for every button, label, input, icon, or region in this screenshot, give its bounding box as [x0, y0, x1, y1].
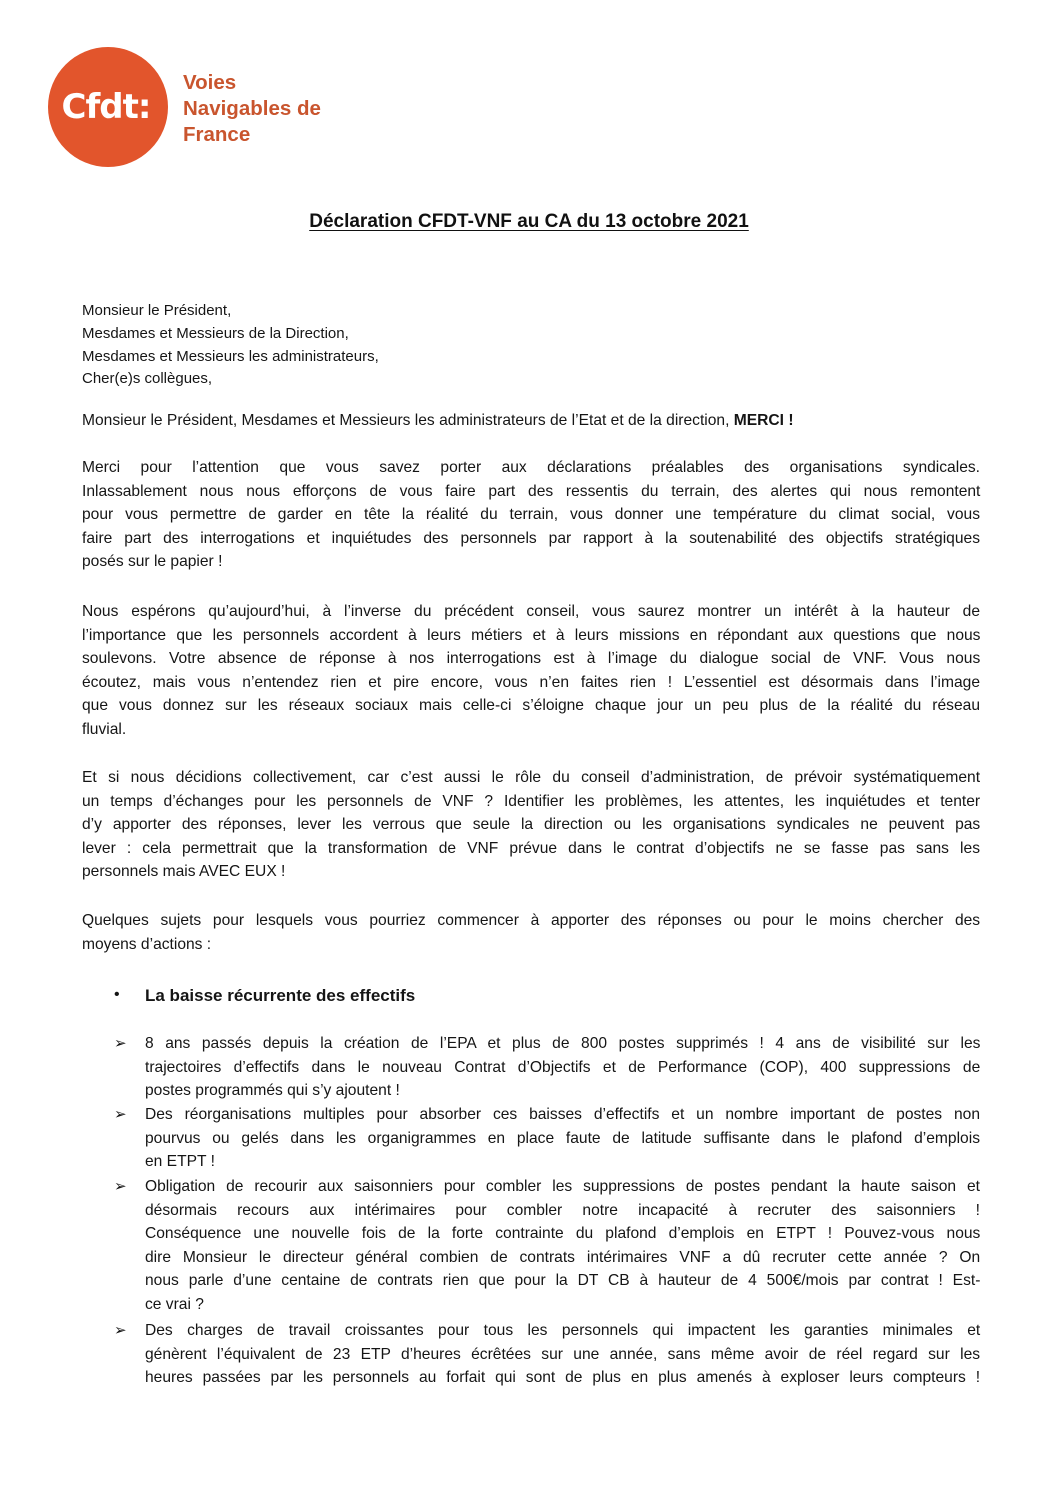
intro-emphasis: MERCI ! [733, 412, 794, 429]
paragraph-line: moyens d’actions : [82, 935, 212, 953]
document-title: Déclaration CFDT-VNF au CA du 13 octobre 2021 [309, 211, 749, 232]
paragraph-thanks [82, 456, 980, 574]
point-line: génèrent l’équivalent de 23 ETP d’heures écrêtées sur une année, sans même avoir de réel regard sur les [145, 1345, 981, 1363]
paragraph-line: pour vous permettre de garder en tête la réalité du terrain, vous donner une température du climat social, vous [82, 506, 980, 524]
org-name-line: France [183, 123, 251, 146]
paragraph-line: d’y apporter des réponses, lever les verrous que seule la direction ou les organisations syndicales ne peuvent pas [82, 816, 981, 834]
point-line: Des réorganisations multiples pour absorber ces baisses d’effectifs et un nombre important de postes non [145, 1106, 980, 1123]
paragraph-proposal [82, 766, 980, 884]
point-line: pourvus ou gelés dans les organigrammes en place faute de latitude suffisante dans le plafond d’emplois [145, 1129, 980, 1147]
paragraph-line: l’importance que les personnels accordent à leurs métiers et à leurs missions en répondant aux questions que nous [82, 626, 981, 644]
salutation-line: Cher(e)s collègues, [82, 370, 213, 388]
point-line: désormais recours aux intérimaires pour combler notre incapacité à recruter des saisonniers ! [145, 1201, 980, 1219]
paragraph-line: soulevons. Votre absence de réponse à nos interrogations est à l’image du dialogue social de VNF. Vous nous [82, 650, 981, 668]
paragraph-line: que vous donnez sur les réseaux sociaux mais celle-ci s’éloigne chaque jour un peu plus de la réalité du réseau [82, 697, 980, 715]
org-name-line: Voies [183, 71, 237, 94]
logo-text: Cfdt: [61, 87, 151, 127]
arrow-bullet-icon: ➢ [114, 1034, 127, 1052]
paragraph-line: lever : cela permettrait que la transformation de VNF prévue dans le contrat d’objectifs ne se fasse pas sans les [82, 839, 980, 857]
salutation-line: Mesdames et Messieurs les administrateurs, [82, 347, 379, 365]
arrow-bullet-icon: ➢ [114, 1321, 127, 1339]
point-line: heures passées par les personnels au forfait qui sont de plus en plus amenés à exploser leurs compteurs ! [145, 1369, 981, 1387]
org-name-line: Navigables de [183, 97, 321, 120]
point-line: dire Monsieur le directeur général combien de contrats intérimaires VNF a dû recruter cette année ? On [145, 1248, 981, 1266]
organization-name [183, 70, 321, 148]
point-line: trajectoires d’effectifs dans le nouveau Contrat d’Objectifs et de Performance (COP), 400 suppressions de [145, 1058, 981, 1076]
paragraph-line: écoutez, mais vous n’entendez rien et pire encore, vous n’en faites rien ! L’essentiel est désormais dans l’image [82, 673, 980, 691]
arrow-bullet-icon: ➢ [114, 1177, 127, 1195]
cfdt-logo [48, 47, 168, 167]
intro-paragraph [82, 409, 980, 433]
point-line: Obligation de recourir aux saisonniers pour combler les suppressions de postes pendant la haute saison et [145, 1178, 980, 1195]
paragraph-line: posés sur le papier ! [82, 553, 223, 571]
paragraph-topics-intro [82, 909, 980, 956]
paragraph-line: un temps d’échanges pour les personnels de VNF ? Identifier les problèmes, les attentes, les inquiétudes et tenter [82, 792, 981, 810]
point-line: 8 ans passés depuis la création de l’EPA et plus de 800 postes supprimés ! 4 ans de visibilité sur les [145, 1035, 981, 1052]
paragraph-line: Quelques sujets pour lesquels vous pourriez commencer à apporter des réponses ou pour le moins chercher des [82, 912, 981, 929]
salutation-line: Monsieur le Président, [82, 302, 232, 319]
point-line: nous parle d’une centaine de contrats rien que pour la DT CB à hauteur de 4 500€/mois par contrat ! Est- [145, 1272, 981, 1290]
intro-text: Monsieur le Président, Mesdames et Messieurs les administrateurs de l’Etat et de la direction, [82, 412, 734, 429]
paragraph-line: personnels mais AVEC EUX ! [82, 863, 286, 881]
point-line: ce vrai ? [145, 1295, 204, 1313]
paragraph-line: Merci pour l’attention que vous savez porter aux déclarations préalables des organisations syndicales. [82, 459, 980, 476]
paragraph-line: faire part des interrogations et inquiétudes des personnels par rapport à la soutenabilité des objectifs stratégiques [82, 529, 980, 547]
bullet-dot-icon: • [114, 986, 120, 1003]
point-line: Conséquence une nouvelle fois de la forte contrainte du plafond d’emplois en ETPT ! Pouvez-vous nous [145, 1225, 981, 1243]
point-line: en ETPT ! [145, 1153, 215, 1171]
point-line: postes programmés qui s’y ajoutent ! [145, 1082, 400, 1100]
point-line: Des charges de travail croissantes pour tous les personnels qui impactent les garanties minimales et [145, 1322, 981, 1339]
paragraph-line: Inlassablement nous nous efforçons de vous faire part des ressentis du terrain, des alertes qui nous remontent [82, 482, 981, 500]
topic-label: La baisse récurrente des effectifs [145, 986, 416, 1005]
paragraph-hope [82, 600, 980, 742]
salutation [82, 300, 379, 391]
paragraph-line: fluvial. [82, 720, 127, 738]
arrow-bullet-icon: ➢ [114, 1105, 127, 1123]
paragraph-line: Et si nous décidions collectivement, car c’est aussi le rôle du conseil d’administration, de prévoir systématiquement [82, 769, 981, 786]
salutation-line: Mesdames et Messieurs de la Direction, [82, 324, 349, 342]
paragraph-line: Nous espérons qu’aujourd’hui, à l’inverse du précédent conseil, vous saurez montrer un intérêt à la hauteur de [82, 603, 980, 620]
